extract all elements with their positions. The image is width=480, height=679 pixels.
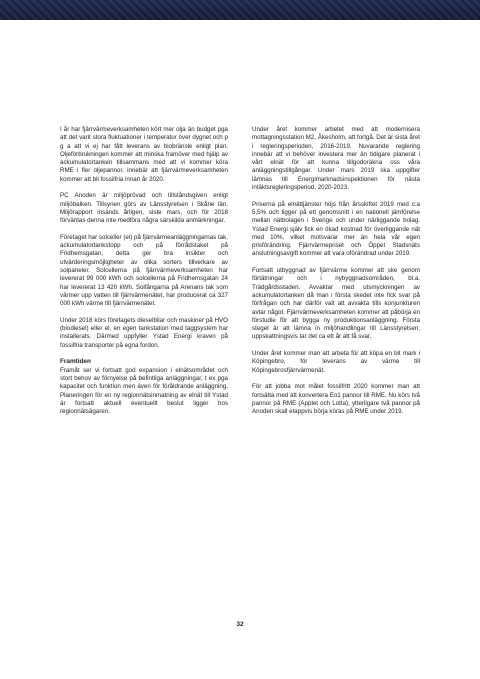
left-paragraph-4: Under 2018 körs företagets dieselbilar och maskiner på HVO (biodiesel) eller el, en egen tankstation med taggsystem har installerats. Därmed uppfyller Ystad Energi kraven på fossilfria transporter på egna fordon. <box>60 316 228 349</box>
right-paragraph-5: För att jobba mot målet fossilfritt 2020 kommer man att fortsätta med att konvertera Eo1 pannor till RME. Nu körs två pannor på RME (Applet och Lotta), ytterligare två pannor på Anoden skall etappvis börja köras på RME under 2019. <box>252 383 420 416</box>
left-paragraph-3: Företaget har solceller (el) på fjärrvärmeanläggningarnas tak, ackumulatortankstopp och på förrådstaket på Fridhemsgatan, detta ger bra insikter och utvärderingsmöjligheter av olika sorters tillverkare av solpaneler. Solcellerna på fjärrvärmeverksamheten har levererat 99 000 kWh och solcellerna på Fridhemsgatan 24 har levererat 13 420 kWh. Solfångarna på Arenans tak som värmer upp vatten till fjärrvärmenätet, har producerat ca 327 000 kWh värme till fjärrvärmenätet. <box>60 233 228 308</box>
right-column <box>252 126 420 425</box>
right-paragraph-2: Priserna på elnättjänster höjs från årsskiftet 2019 med c:a 5,5% och ligger på ett genomsnitt i en nationell jämförelse mellan nätbolagen i Sverige och under närliggande bolag. Ystad Energi själv fick en ökad kostnad för överliggande nät med 10%, vilket motsvarar mer än hela vår egen prisförändring. Fjärrvärmepriset och Öppet Stadsnäts anslutningsavgift kommer att vara oförändrad under 2019. <box>252 200 420 258</box>
right-paragraph-3: Fortsatt utbyggnad av fjärrvärme kommer att ske genom förtätningar och i nybyggnadsområden, bl.a. Trädgårdsstaden. Avvaktar med utsmyckningen av ackumulatortanken då man i första skedet inte fick svar på förfrågan och har därför valt att avvakta tills konjunkturen avtar något. Fjärrvärmeverksamheten kommer att påbörja en förstudie för att bygga ny produktionsanläggning. Första steget är att lämna in miljöhandlingar till Länsstyrelsen, uppskattningsvis tar det ca ett år att få svar. <box>252 267 420 341</box>
left-paragraph-2: PC Anoden är miljöprövad och tillståndsgiven enligt miljöbalken. Tillsynen görs av Länsstyrelsen i Skåne län. Miljörapport insänds årligen, siste mars, och för 2018 förväntas denna inte medföra några särskilda anmärkningar. <box>60 192 228 225</box>
left-paragraph-5: Framåt ser vi fortsatt god expansion i elnätsområdet och stort behov av förnyelse på befintliga anläggningar, t ex pga kapacitet och funktion men även för föråldrande anläggning. Planeringen för en ny regionnätsinmatning av elnät till Ystad är fortsatt aktuell eventuellt beslut ligger hos regionnätsägaren. <box>60 366 228 416</box>
section-heading-framtiden: Framtiden <box>60 358 91 366</box>
left-paragraph-1: I år har fjärrvärmeverksamheten kört mer olja än budget pga att det varit stora fluktuationer i temperatur över dygnet och p g a att vi ej har fått leverans av biobränsle enligt plan. Oljeförbrukningen kommer att minska framöver med hjälp av ackumulatortanken tillsammans med att vi kommer köra RME i fler oljepannor, innebär att fjärrvärmeverksamheten kommer att bli fossilfria innan år 2020. <box>60 126 228 183</box>
right-paragraph-1: Under året kommer arbetet med att modernisera mottagningsstation M2, Åkesholm, att fortgå. Det är sista året i regleringsperioden, 2016-2019. Nuvarande reglering innebär att vi behöver investera mer än tidigare planerat i vårt elnät för att kunna tillgodoräkna oss våra anläggningstillgångar. Under mars 2019 ska uppgifter lämnas till Energimarknadsinspektionen för nästa intäktsregleringsperiod, 2020-2023. <box>252 126 420 192</box>
left-column <box>60 126 228 425</box>
header-band <box>0 0 480 20</box>
right-paragraph-4: Under året kommer man att arbeta för att köpa en bit mark i Köpingebro, för leverans av värme till Köpingebrosfjärrvärmenät. <box>252 350 420 374</box>
page-number: 32 <box>236 621 244 628</box>
